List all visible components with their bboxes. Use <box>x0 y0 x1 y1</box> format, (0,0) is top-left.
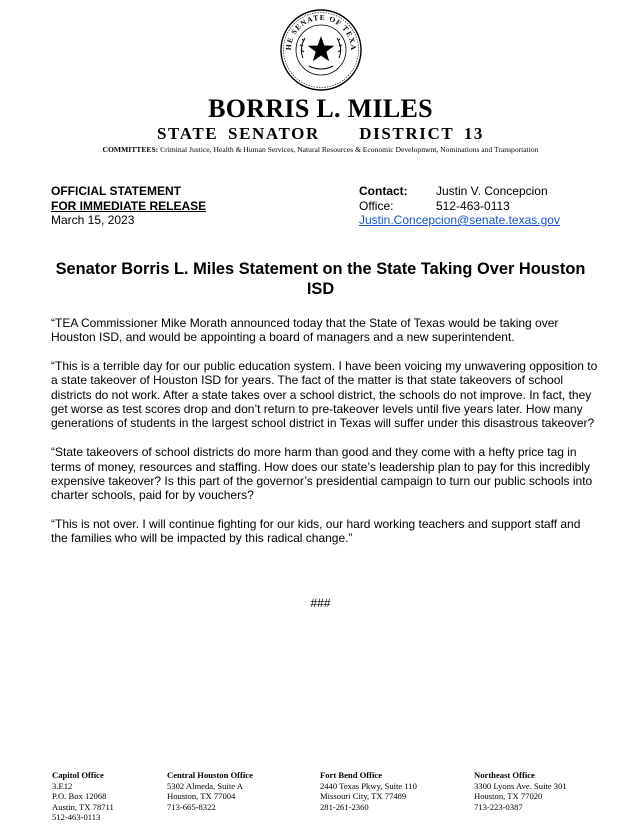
paragraph: “This is not over. I will continue fighting for our kids, our hard working teachers and support staff and the families who will be impacted by this radical change.” <box>51 517 581 546</box>
official-statement-label: OFFICIAL STATEMENT <box>51 184 181 198</box>
office-title: Fort Bend Office <box>320 770 383 780</box>
paragraph: “TEA Commissioner Mike Morath announced today that the State of Texas would be taking over Houston ISD, and would be appointing a board of managers and a new superintendent. <box>51 316 559 345</box>
end-mark: ### <box>310 596 331 610</box>
office-central-houston <box>167 770 253 812</box>
office-line: 281-261-2360 <box>320 801 369 812</box>
committees-line <box>0 145 641 154</box>
paragraph: “State takeovers of school districts do more harm than good and they come with a hefty price tag in terms of money, resources and staffing. How does our state’s leadership plan to pay for this incredibly expensive takeover? Is this part of the governor’s presidential campaign to turn our public schools into charter schools, paid for by vouchers? <box>51 445 593 503</box>
office-line: 713-665-8322 <box>167 801 216 812</box>
release-block <box>51 184 206 228</box>
office-line: 5302 Almeda, Suite A <box>167 780 243 791</box>
office-row <box>359 199 560 214</box>
office-line: P.O. Box 12068 <box>52 791 107 801</box>
senator-name: BORRIS L. MILES <box>208 94 433 123</box>
office-title: Central Houston Office <box>167 770 253 780</box>
immediate-release-label: FOR IMMEDIATE RELEASE <box>51 198 207 213</box>
contact-email-link[interactable]: Justin.Concepcion@senate.texas.gov <box>359 213 560 227</box>
office-line: Houston, TX 77020 <box>474 791 543 801</box>
office-line: 512-463-0113 <box>52 812 101 822</box>
seal-text: HE SENATE OF TEXA <box>283 12 359 52</box>
contact-label: Contact: <box>359 184 408 198</box>
senator-title: STATE SENATOR DISTRICT 13 <box>156 124 485 143</box>
office-northeast <box>474 770 567 812</box>
statement-headline: Senator Borris L. Miles Statement on the State Taking Over Houston ISD <box>55 260 586 298</box>
contact-row <box>359 184 560 199</box>
star-seal-icon <box>279 8 363 92</box>
office-line: 2440 Texas Pkwy, Suite 110 <box>320 780 417 791</box>
office-phone: 512-463-0113 <box>436 198 510 213</box>
paragraph: “This is a terrible day for our public education system. I have been voicing my unwavering opposition to a state takeover of Houston ISD for years. The fact of the matter is that state takeovers of school districts do not work. After a state takes over a school district, the schools do not improve. In fact, they get worse as test scores drop and don’t return to pre-takeover levels until five years later. How many generations of students in the largest school district in Texas will suffer under this disastrous takeover? <box>51 359 598 431</box>
office-line: Houston, TX 77004 <box>167 791 236 801</box>
contact-name: Justin V. Concepcion <box>436 184 548 198</box>
office-line: Austin, TX 78711 <box>52 801 114 812</box>
statement-body <box>51 316 599 560</box>
contact-block <box>359 184 560 228</box>
senate-seal <box>279 8 363 92</box>
office-line: Missouri City, TX 77489 <box>320 791 407 801</box>
office-title: Capitol Office <box>52 770 104 780</box>
release-date: March 15, 2023 <box>51 213 135 227</box>
office-capitol <box>52 770 114 823</box>
committees-text: Criminal Justice, Health & Human Services, Natural Resources & Economic Development, Nominations and Transportation <box>158 145 539 154</box>
email-row <box>359 213 560 228</box>
office-title: Northeast Office <box>474 770 535 780</box>
office-line: 3300 Lyons Ave. Suite 301 <box>474 780 567 791</box>
office-line: 713-223-0387 <box>474 801 523 812</box>
committees-label: COMMITTEES: <box>102 145 159 154</box>
office-label: Office: <box>359 198 394 213</box>
office-line: 3.E12 <box>52 780 73 791</box>
office-fort-bend <box>320 770 417 812</box>
